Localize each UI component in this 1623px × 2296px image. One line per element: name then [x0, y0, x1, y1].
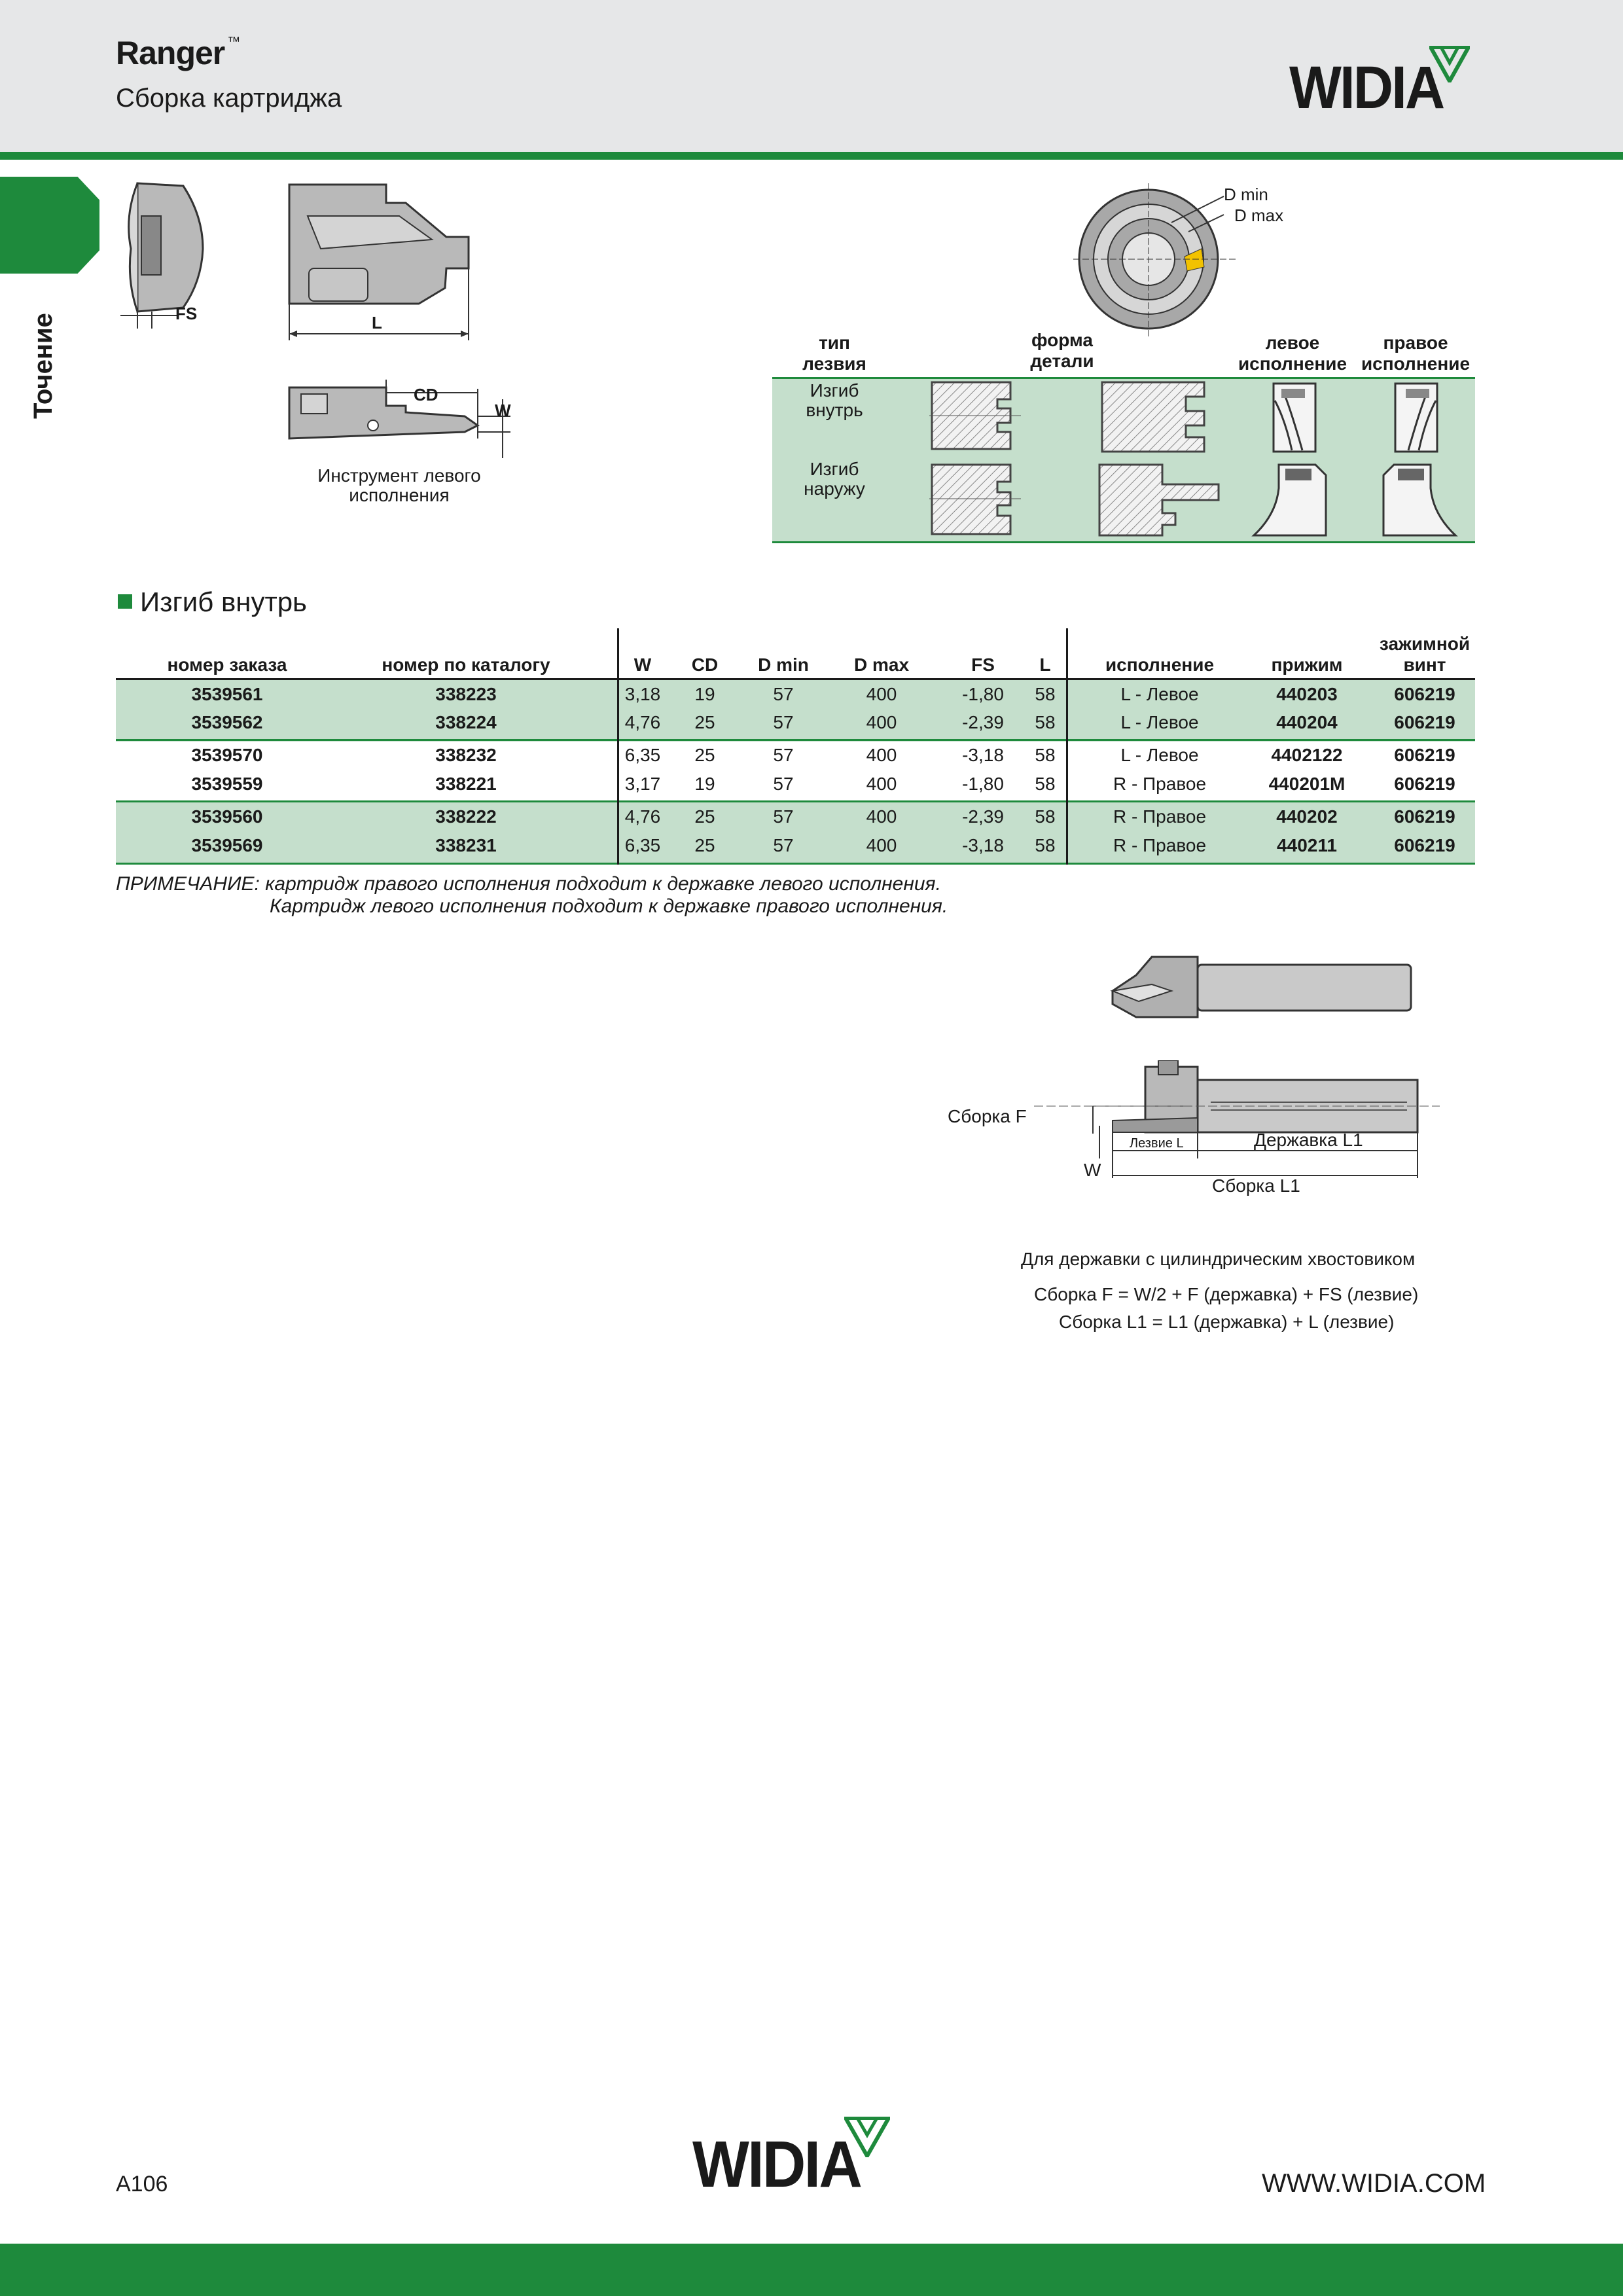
col-header-dmin: D min [758, 655, 809, 675]
col-header-order-number: номер заказа [167, 655, 287, 675]
col-header-cd: CD [691, 655, 719, 675]
edge-row-inward-line-2: внутрь [806, 400, 863, 420]
footer-logo-mark-icon [844, 2117, 890, 2157]
note-line-2: Картридж левого исполнения подходит к державке правого исполнения. [270, 895, 948, 917]
col-header-l: L [1039, 655, 1051, 675]
table-cell: -3,18 [962, 745, 1004, 765]
holder-length-label: Державка L1 [1254, 1130, 1363, 1150]
table-cell: 3,17 [624, 774, 661, 794]
tool-caption-line-1: Инструмент левого [317, 465, 481, 486]
table-cell: 25 [694, 712, 715, 732]
table-cell: 58 [1035, 835, 1056, 855]
edge-row-outward-line-1: Изгиб [810, 459, 859, 479]
table-cell: 440211 [1277, 835, 1337, 855]
edge-row-outward-line-2: наружу [804, 478, 865, 499]
l-dimension-label: L [372, 313, 382, 332]
table-cell: 338221 [435, 774, 497, 794]
widia-logo [1289, 54, 1457, 122]
edge-header-left [1230, 332, 1355, 374]
table-cell: 19 [694, 684, 715, 704]
table-cell: 440204 [1276, 712, 1338, 732]
table-cell: 4,76 [624, 806, 661, 827]
table-cell: L - Левое [1120, 684, 1199, 704]
table-cell: L - Левое [1120, 745, 1199, 765]
inward-part-shape [1099, 380, 1217, 454]
table-cell: 3539570 [191, 745, 263, 765]
table-cell: 57 [773, 835, 794, 855]
header-divider [0, 152, 1623, 160]
table-cell: 440203 [1276, 684, 1338, 704]
assembly-f-label: Сборка F [948, 1106, 1027, 1126]
table-cell: 400 [866, 806, 897, 827]
table-cell: 440201M [1268, 774, 1346, 794]
tool-caption [314, 466, 484, 505]
table-cell: 57 [773, 774, 794, 794]
table-cell: 58 [1035, 806, 1056, 827]
edge-header-shape-line-2: детали [1030, 351, 1094, 371]
table-cell: 440202 [1276, 806, 1338, 827]
table-cell: 57 [773, 745, 794, 765]
website-link[interactable]: WWW.WIDIA.COM [1262, 2169, 1486, 2198]
edge-row-inward [785, 381, 883, 420]
table-cell: 400 [866, 712, 897, 732]
dmax-label: D max [1234, 206, 1284, 225]
right-hand-outward-tool [1374, 462, 1459, 538]
page-number: A106 [116, 2172, 168, 2197]
page-title [116, 34, 240, 72]
table-cell: 25 [694, 745, 715, 765]
tool-side-view [281, 380, 517, 465]
footer-logo-text: WIDIA [692, 2128, 861, 2201]
table-cell: 58 [1035, 684, 1056, 704]
assembly-top-view [1099, 952, 1427, 1024]
footer-logo [692, 2127, 875, 2202]
table-cell: 25 [694, 806, 715, 827]
section-bullet [118, 594, 132, 609]
tool-caption-line-2: исполнения [349, 485, 450, 505]
table-cell: 58 [1035, 712, 1056, 732]
table-cell: 400 [866, 745, 897, 765]
edge-header-left-line-1: левое [1265, 332, 1320, 353]
edge-header-type-line-2: лезвия [802, 353, 866, 374]
table-cell: R - Правое [1113, 835, 1207, 855]
table-cell: 338222 [435, 806, 497, 827]
table-cell: 3539569 [191, 835, 263, 855]
fs-dimension-label: FS [175, 304, 198, 323]
table-cell: R - Правое [1113, 806, 1207, 827]
table-cell: -3,18 [962, 835, 1004, 855]
col-header-screw-line-2: винт [1403, 655, 1446, 675]
table-cell: 25 [694, 835, 715, 855]
table-cell: 3539560 [191, 806, 263, 827]
table-cell: 58 [1035, 745, 1056, 765]
table-cell: 57 [773, 712, 794, 732]
table-cell: -1,80 [962, 774, 1004, 794]
col-header-screw [1372, 634, 1477, 675]
edge-row-outward [785, 459, 883, 499]
table-cell: 57 [773, 806, 794, 827]
table-divider-1 [617, 628, 619, 865]
col-header-catalog-number: номер по каталогу [382, 655, 550, 675]
table-cell: 3539561 [191, 684, 263, 704]
edge-header-right-line-1: правое [1383, 332, 1448, 353]
edge-header-type-line-1: тип [819, 332, 850, 353]
table-cell: 606219 [1394, 835, 1455, 855]
cd-dimension-label: CD [414, 385, 438, 404]
table-cell: 19 [694, 774, 715, 794]
assembly-w-label: W [1084, 1160, 1101, 1180]
table-cell: 606219 [1394, 745, 1455, 765]
table-cell: 338231 [435, 835, 497, 855]
table-cell: R - Правое [1113, 774, 1207, 794]
formula-title: Для державки с цилиндрическим хвостовиком [1021, 1249, 1416, 1269]
left-hand-inward-tool [1266, 381, 1325, 454]
table-cell: 4,76 [624, 712, 661, 732]
section-tab [0, 177, 99, 274]
table-cell: 606219 [1394, 806, 1455, 827]
edge-header-left-line-2: исполнение [1238, 353, 1347, 374]
trademark-mark: ™ [227, 35, 240, 49]
widia-logo-mark-icon [1429, 46, 1470, 82]
section-title: Изгиб внутрь [140, 586, 307, 617]
col-header-dmax: D max [853, 655, 910, 675]
table-cell: 338223 [435, 684, 497, 704]
table-cell: 4402122 [1271, 745, 1343, 765]
table-cell: L - Левое [1120, 712, 1199, 732]
table-cell: -1,80 [962, 684, 1004, 704]
section-tab-label: Точение [29, 313, 58, 419]
table-bottom-rule [116, 863, 1475, 865]
col-header-fs: FS [971, 655, 995, 675]
edge-header-right [1353, 332, 1478, 374]
table-cell: 338232 [435, 745, 497, 765]
title-text: Ranger [116, 35, 225, 71]
col-header-hand: исполнение [1105, 655, 1215, 675]
col-header-clamp: прижим [1271, 655, 1343, 675]
table-cell: 3539559 [191, 774, 263, 794]
table-cell: 400 [866, 835, 897, 855]
col-header-w: W [633, 655, 652, 675]
table-cell: 400 [866, 684, 897, 704]
edge-header-shape [1013, 330, 1111, 372]
right-hand-inward-tool [1386, 381, 1445, 454]
note-line-1: ПРИМЕЧАНИЕ: картридж правого исполнения подходит к державке левого исполнения. [116, 873, 941, 895]
formula-l1: Сборка L1 = L1 (державка) + L (лезвие) [1059, 1312, 1395, 1332]
table-cell: 6,35 [624, 745, 661, 765]
table-cell: -2,39 [962, 806, 1004, 827]
table-cell: 400 [866, 774, 897, 794]
formula-f: Сборка F = W/2 + F (державка) + FS (лезвие) [1034, 1284, 1419, 1304]
left-hand-outward-tool [1250, 462, 1335, 538]
assembly-length-label: Сборка L1 [1212, 1175, 1300, 1196]
widia-logo-text: WIDIA [1289, 54, 1444, 121]
inward-blade-profile [929, 380, 1021, 452]
dmin-label: D min [1224, 185, 1268, 204]
edge-header-right-line-2: исполнение [1361, 353, 1471, 374]
table-cell: 3,18 [624, 684, 661, 704]
table-cell: -2,39 [962, 712, 1004, 732]
table-cell: 6,35 [624, 835, 661, 855]
table-cell: 606219 [1394, 712, 1455, 732]
outward-blade-profile [929, 462, 1021, 537]
blade-length-label: Лезвие L [1130, 1136, 1184, 1151]
page-subtitle: Сборка картриджа [116, 84, 342, 113]
footer-band [0, 2244, 1623, 2296]
bore-diameter-diagram [1073, 183, 1243, 340]
w-dimension-label: W [495, 401, 511, 420]
table-cell: 58 [1035, 774, 1056, 794]
table-cell: 3539562 [191, 712, 263, 732]
col-header-screw-line-1: зажимной [1379, 634, 1471, 654]
edge-header-shape-line-1: форма [1031, 330, 1093, 350]
outward-part-shape [1097, 462, 1228, 538]
edge-row-inward-line-1: Изгиб [810, 380, 859, 401]
table-cell: 606219 [1394, 684, 1455, 704]
table-cell: 57 [773, 684, 794, 704]
table-cell: 606219 [1394, 774, 1455, 794]
table-cell: 338224 [435, 712, 497, 732]
edge-header-type [785, 332, 883, 374]
